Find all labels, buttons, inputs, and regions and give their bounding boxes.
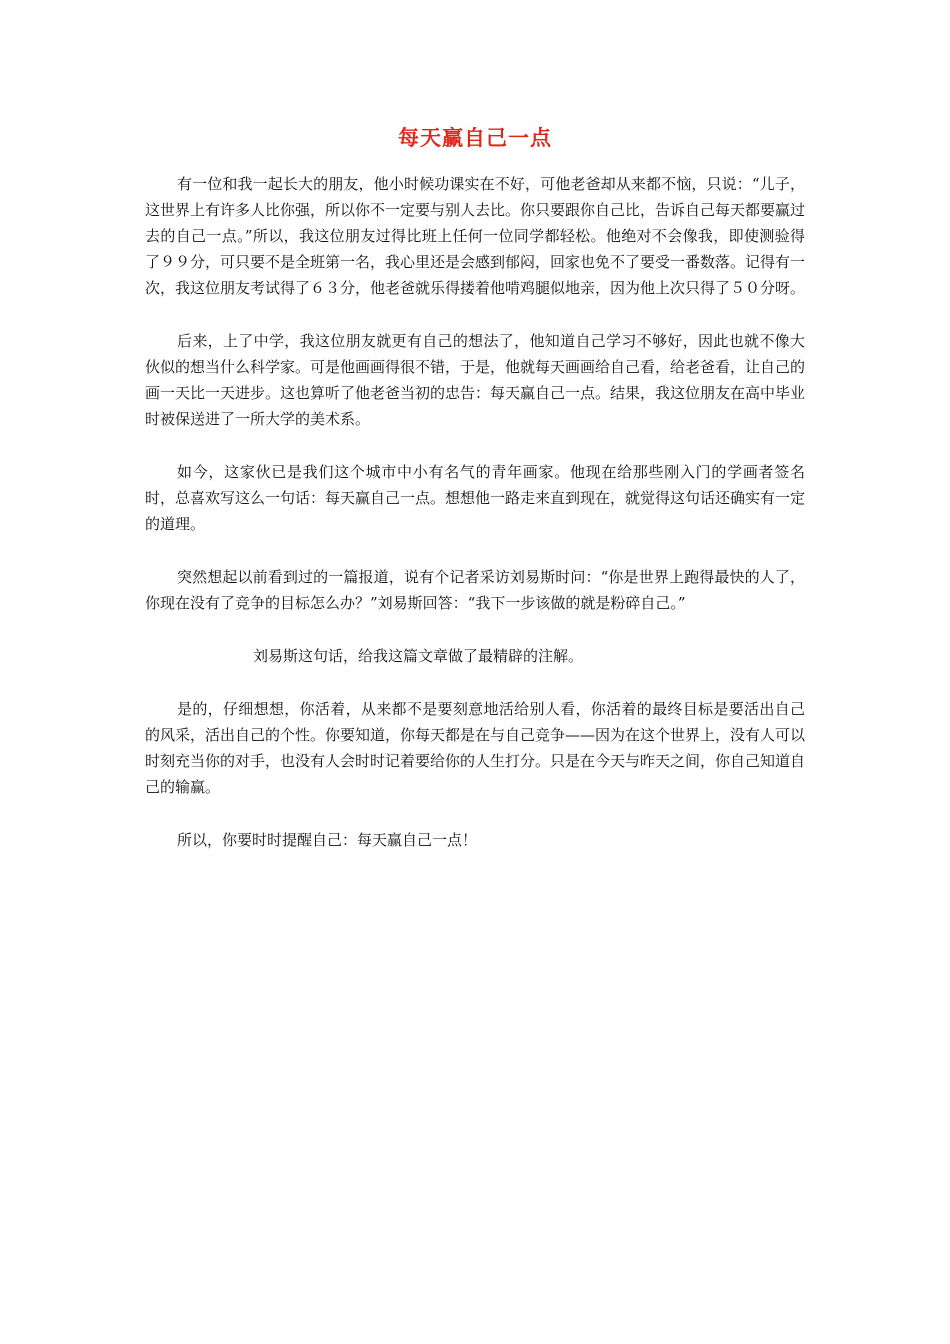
paragraph-4: 突然想起以前看到过的一篇报道，说有个记者采访刘易斯时问：“你是世界上跑得最快的人了，你现在没有了竞争的目标怎么办？”刘易斯回答：“我下一步该做的就是粉碎自己。” xyxy=(145,568,805,612)
document-body xyxy=(145,171,805,880)
paragraph-6: 是的，仔细想想，你活着，从来都不是要刻意地活给别人看，你活着的最终目标是要活出自己的风采，活出自己的个性。你要知道，你每天都是在与自己竞争——因为在这个世界上，没有人可以时刻充当你的对手，也没有人会时时记着要给你的人生打分。只是在今天与昨天之间，你自己知道自己的输赢。 xyxy=(145,700,806,796)
paragraph-5: 刘易斯这句话，给我这篇文章做了最精辟的注解。 xyxy=(253,647,584,665)
paragraph-7: 所以，你要时时提醒自己：每天赢自己一点！ xyxy=(177,831,478,849)
document-title: 每天赢自己一点 xyxy=(398,126,552,150)
paragraph-1: 有一位和我一起长大的朋友，他小时候功课实在不好，可他老爸却从来都不恼，只说：“儿子，这世界上有许多人比你强，所以你不一定要与别人去比。你只要跟你自己比，告诉自己每天都要赢过去的自己一点。”所以，我这位朋友过得比班上任何一位同学都轻松。他绝对不会像我，即使测验得了９９分，可只要不是全班第一名，我心里还是会感到郁闷，回家也免不了要受一番数落。记得有一次，我这位朋友考试得了６３分，他老爸就乐得搂着他啃鸡腿似地亲，因为他上次只得了５０分呀。 xyxy=(145,175,806,297)
paragraph-3: 如今，这家伙已是我们这个城市中小有名气的青年画家。他现在给那些刚入门的学画者签名时，总喜欢写这么一句话：每天赢自己一点。想想他一路走来直到现在，就觉得这句话还确实有一定的道理。 xyxy=(145,463,806,533)
paragraph-2: 后来，上了中学，我这位朋友就更有自己的想法了，他知道自己学习不够好，因此也就不像大伙似的想当什么科学家。可是他画画得很不错，于是，他就每天画画给自己看，给老爸看，让自己的画一天比一天进步。这也算听了他老爸当初的忠告：每天赢自己一点。结果，我这位朋友在高中毕业时被保送进了一所大学的美术系。 xyxy=(145,332,806,428)
